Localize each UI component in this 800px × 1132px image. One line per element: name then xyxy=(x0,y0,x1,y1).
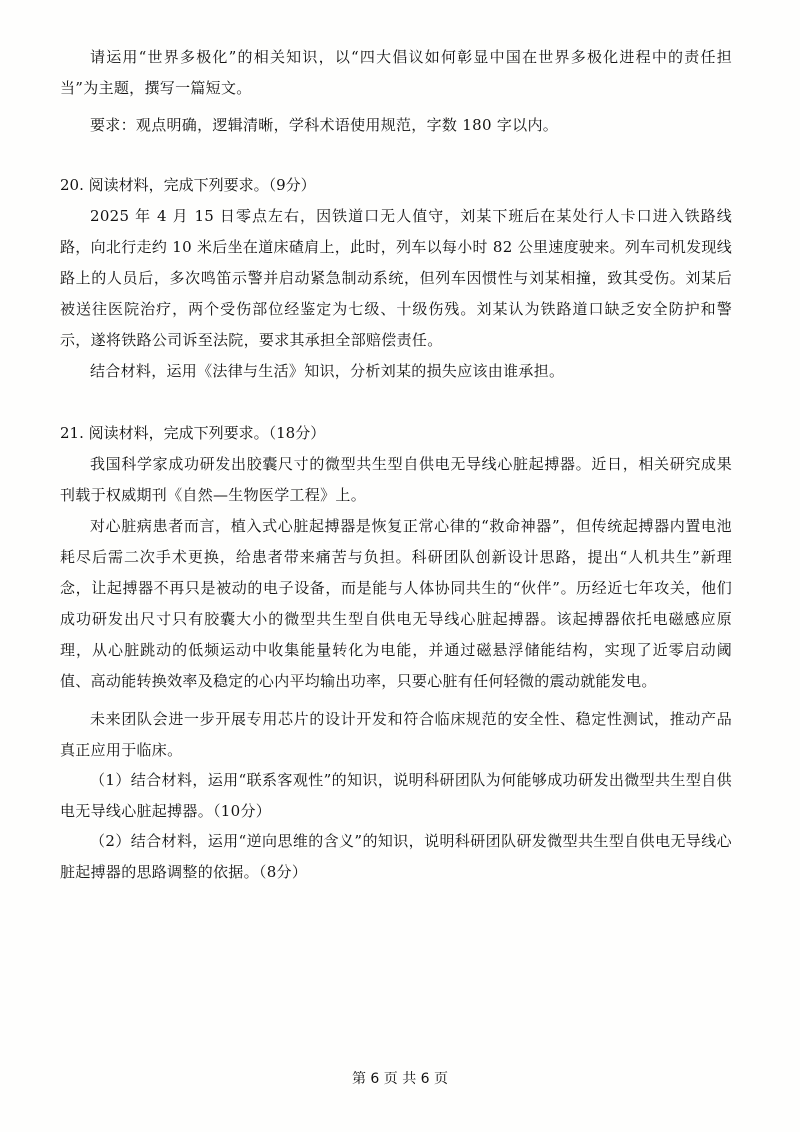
essay-requirement: 要求：观点明确，逻辑清晰，学科术语使用规范，字数 180 字以内。 xyxy=(90,116,559,134)
question-21-paragraph-2: 对心脏病患者而言，植入式心脏起搏器是恢复正常心律的“救命神器”，但传统起搏器内置电池耗尽后需二次手术更换，给患者带来痛苦与负担。科研团队创新设计思路，提出“人机共生”新理念，让起搏器不再只是被动的电子设备，而是能与人体协同共生的“伙伴”。历经近七年攻关，他们成功研发出尺寸只有胶囊大小的微型共生型自供电无导线心脏起搏器。该起搏器依托电磁感应原理，从心脏跳动的低频运动中收集能量转化为电能，并通过磁悬浮储能结构，实现了近零启动阈值、高动能转换效率及稳定的心内平均输出功率，只要心脏有任何轻微的震动就能发电。 xyxy=(60,517,732,690)
question-20-material: 2025 年 4 月 15 日零点左右，因铁道口无人值守，刘某下班后在某处行人卡口进入铁路线路，向北行走约 10 米后坐在道床碴肩上，此时，列车以每小时 82 公里速度驶来。列车司机发现线路上的人员后，多次鸣笛示警并启动紧急制动系统，但列车因惯性与刘某相撞，致其受伤。刘某后被送往医院治疗，两个受伤部位经鉴定为七级、十级伤残。刘某认为铁路道口缺乏安全防护和警示，遂将铁路公司诉至法院，要求其承担全部赔偿责任。 xyxy=(60,207,732,349)
question-21-paragraph-3: 未来团队会进一步开展专用芯片的设计开发和符合临床规范的安全性、稳定性测试，推动产品真正应用于临床。 xyxy=(60,710,732,759)
question-20-task: 结合材料，运用《法律与生活》知识，分析刘某的损失应该由谁承担。 xyxy=(90,362,565,380)
question-21-subquestion-2: （2）结合材料，运用“逆向思维的含义”的知识，说明科研团队研发微型共生型自供电无导线心脏起搏器的思路调整的依据。（8分） xyxy=(60,832,732,881)
question-21-paragraph-1: 我国科学家成功研发出胶囊尺寸的微型共生型自供电无导线心脏起搏器。近日，相关研究成果刊载于权威期刊《自然—生物医学工程》上。 xyxy=(60,455,732,504)
question-21-subquestion-1: （1）结合材料，运用“联系客观性”的知识，说明科研团队为何能够成功研发出微型共生型自供电无导线心脏起搏器。（10分） xyxy=(60,771,732,820)
page-number: 第 6 页 共 6 页 xyxy=(351,1071,449,1087)
question-21-heading: 21. 阅读材料，完成下列要求。（18分） xyxy=(60,424,326,442)
question-20-heading: 20. 阅读材料，完成下列要求。（9分） xyxy=(60,176,316,194)
essay-prompt: 请运用“世界多极化”的相关知识，以“四大倡议如何彰显中国在世界多极化进程中的责任担当”为主题，撰写一篇短文。 xyxy=(60,48,732,97)
